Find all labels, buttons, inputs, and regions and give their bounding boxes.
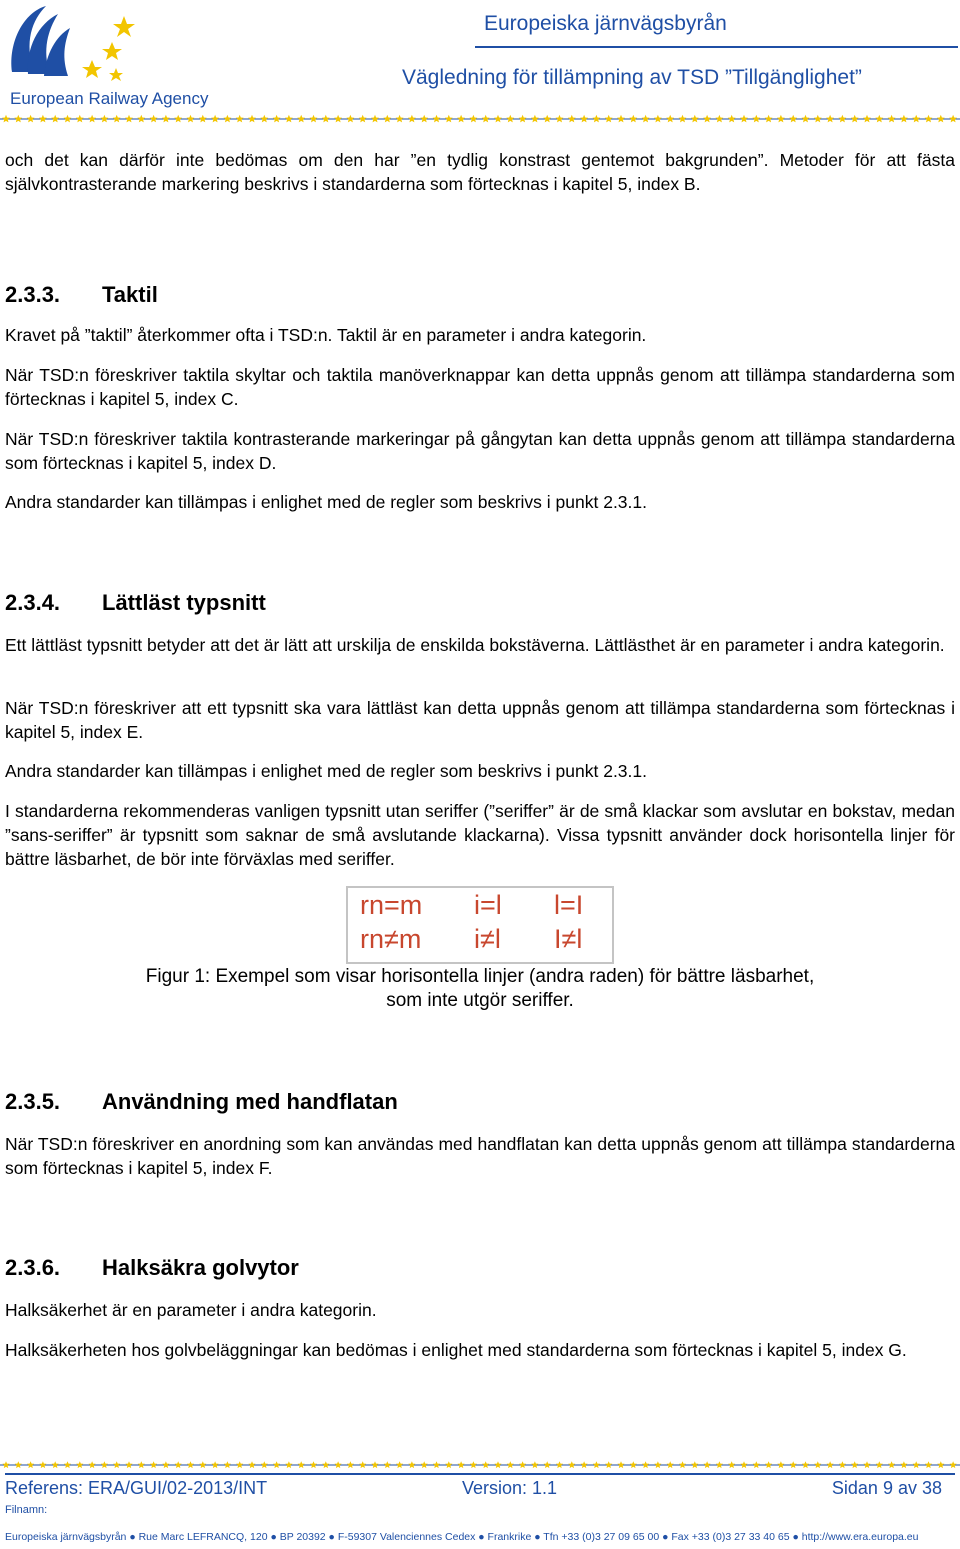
- paragraph: Andra standarder kan tillämpas i enlighet med de regler som beskrivs i punkt 2.3.1.: [5, 492, 647, 512]
- header-agency-name: Europeiska järnvägsbyrån: [484, 12, 727, 35]
- band-star: [396, 1461, 403, 1468]
- section-number: 2.3.5.: [5, 1089, 61, 1114]
- band-star: [187, 1461, 194, 1468]
- band-star: [39, 115, 47, 123]
- band-star: [273, 115, 281, 123]
- band-star: [581, 1461, 588, 1468]
- paragraph: Halksäkerhet är en parameter i andra kategorin.: [5, 1300, 377, 1320]
- band-star: [420, 115, 428, 123]
- section-title: Halksäkra golvytor: [102, 1255, 299, 1280]
- band-star: [27, 115, 35, 123]
- band-star: [260, 115, 268, 123]
- era-logo: [4, 2, 244, 110]
- band-star: [752, 115, 760, 123]
- band-star: [568, 1461, 575, 1468]
- figure-caption-line: som inte utgör seriffer.: [386, 990, 574, 1011]
- band-star: [531, 1461, 538, 1468]
- band-star: [802, 1461, 809, 1468]
- band-star: [704, 1461, 711, 1468]
- band-star: [113, 115, 121, 123]
- band-star: [76, 1461, 83, 1468]
- band-star: [913, 1461, 920, 1468]
- band-star: [728, 1461, 735, 1468]
- band-star: [457, 115, 465, 123]
- band-star: [39, 1461, 46, 1468]
- band-star: [285, 1461, 292, 1468]
- band-star: [482, 1461, 489, 1468]
- band-star: [150, 1461, 157, 1468]
- band-star: [322, 115, 330, 123]
- band-star: [592, 115, 600, 123]
- band-star: [949, 115, 957, 123]
- band-star: [630, 1461, 637, 1468]
- section-heading-2-3-6: [5, 1254, 299, 1282]
- band-star: [691, 115, 699, 123]
- band-star: [556, 115, 564, 123]
- band-star: [765, 115, 773, 123]
- section-number: 2.3.4.: [5, 590, 61, 615]
- band-star: [2, 115, 10, 123]
- band-star: [199, 115, 207, 123]
- band-star: [753, 1461, 760, 1468]
- band-star: [544, 1461, 551, 1468]
- band-star: [248, 1461, 255, 1468]
- band-star: [248, 115, 256, 123]
- band-star: [900, 115, 908, 123]
- band-star: [359, 1461, 366, 1468]
- band-star: [716, 1461, 723, 1468]
- band-star: [790, 1461, 797, 1468]
- band-star: [298, 1461, 305, 1468]
- intro-paragraph: och det kan därför inte bedömas om den har ”en tydlig konstrast gentemot bakgrunden”. Metoder för att fästa självkontrasterande markering beskrivs i standarderna som förtecknas i kapitel 5, index B.: [5, 150, 955, 194]
- footer-version: Version: 1.1: [462, 1478, 558, 1498]
- band-star: [138, 1461, 145, 1468]
- band-star: [519, 115, 527, 123]
- band-star: [347, 1461, 354, 1468]
- band-star: [14, 115, 22, 123]
- band-star: [101, 1461, 108, 1468]
- band-star: [789, 115, 797, 123]
- section-title: Taktil: [102, 282, 158, 307]
- band-star: [261, 1461, 268, 1468]
- band-star: [113, 1461, 120, 1468]
- paragraph: Ett lättläst typsnitt betyder att det är lätt att urskilja de enskilda bokstäverna. Lättlästhet är en parameter i andra kategorin.: [5, 635, 945, 655]
- band-star: [334, 115, 342, 123]
- band-star: [691, 1461, 698, 1468]
- band-star: [421, 1461, 428, 1468]
- band-star: [125, 115, 133, 123]
- header-star-band: [0, 111, 960, 127]
- band-star: [2, 1461, 9, 1468]
- band-star: [150, 115, 158, 123]
- band-star: [838, 115, 846, 123]
- figure-caption-line: Figur 1: Exempel som visar horisontella linjer (andra raden) för bättre läsbarhet,: [145, 966, 815, 987]
- band-star: [100, 115, 108, 123]
- band-star: [236, 1461, 243, 1468]
- band-star: [51, 115, 59, 123]
- band-star: [371, 115, 379, 123]
- footer-reference: Referens: ERA/GUI/02-2013/INT: [5, 1478, 268, 1498]
- paragraph: När TSD:n föreskriver en anordning som kan användas med handflatan kan detta uppnås genom att tillämpa standarderna som förtecknas i kapitel 5, index F.: [5, 1134, 955, 1178]
- band-star: [297, 115, 305, 123]
- band-star: [740, 115, 748, 123]
- footer-address: Europeiska järnvägsbyrån ● Rue Marc LEFRANCQ, 120 ● BP 20392 ● F-59307 Valenciennes Cedex ● Frankrike ● Tfn +33 (0)3 27 09 65 00 ● Fax +33 (0)3 27 33 40 65 ● http://www.era.europa.eu: [5, 1531, 919, 1543]
- band-star: [642, 1461, 649, 1468]
- band-star: [568, 115, 576, 123]
- section-number: 2.3.6.: [5, 1255, 61, 1280]
- band-star: [212, 1461, 219, 1468]
- band-star: [605, 1461, 612, 1468]
- band-star: [543, 115, 551, 123]
- band-star: [728, 115, 736, 123]
- band-star: [777, 115, 785, 123]
- figure-cell: l=I: [554, 890, 584, 920]
- band-star: [802, 115, 810, 123]
- band-star: [666, 115, 674, 123]
- band-star: [162, 1461, 169, 1468]
- band-star: [27, 1461, 34, 1468]
- section-number: 2.3.3.: [5, 282, 61, 307]
- band-star: [617, 1461, 624, 1468]
- band-star: [950, 1461, 957, 1468]
- band-star: [52, 1461, 59, 1468]
- band-star: [125, 1461, 132, 1468]
- band-star: [827, 1461, 834, 1468]
- band-star: [642, 115, 650, 123]
- band-star: [814, 1461, 821, 1468]
- band-star: [617, 115, 625, 123]
- band-star: [285, 115, 293, 123]
- footer-filename-label: Filnamn:: [5, 1504, 48, 1516]
- band-star: [223, 115, 231, 123]
- paragraph: När TSD:n föreskriver att ett typsnitt ska vara lättläst kan detta uppnås genom att tillämpa standarderna som förtecknas i kapitel 5, index E.: [5, 698, 955, 742]
- band-star: [346, 115, 354, 123]
- band-star: [469, 115, 477, 123]
- band-star: [654, 115, 662, 123]
- band-star: [863, 115, 871, 123]
- band-star: [593, 1461, 600, 1468]
- band-star: [445, 115, 453, 123]
- band-star: [64, 1461, 71, 1468]
- band-star: [888, 115, 896, 123]
- band-star: [826, 115, 834, 123]
- logo-text: European Railway Agency: [10, 89, 209, 108]
- band-star: [629, 115, 637, 123]
- band-star: [506, 115, 514, 123]
- band-star: [433, 1461, 440, 1468]
- band-star: [507, 1461, 514, 1468]
- band-star: [531, 115, 539, 123]
- band-star: [174, 115, 182, 123]
- paragraph: Halksäkerheten hos golvbeläggningar kan bedömas i enlighet med standarderna som förtecknas i kapitel 5, index G.: [5, 1340, 907, 1360]
- section-heading-2-3-3: [5, 281, 158, 309]
- paragraph: I standarderna rekommenderas vanligen typsnitt utan seriffer (”seriffer” är de små klackar som avslutar en bokstav, medan ”sans-seriffer” är typsnitt som saknar de små avslutande klackarna). Vissa typsnitt använder dock horisontella linjer för bättre läsbarhet, de bör inte förväxlas med seriffer.: [5, 801, 955, 869]
- figure-caption: [0, 965, 960, 1013]
- band-star: [359, 115, 367, 123]
- band-star: [211, 115, 219, 123]
- band-star: [273, 1461, 280, 1468]
- band-star: [876, 1461, 883, 1468]
- band-star: [137, 115, 145, 123]
- band-star: [15, 1461, 22, 1468]
- section-title: Lättläst typsnitt: [102, 590, 266, 615]
- band-star: [875, 115, 883, 123]
- paragraph: När TSD:n föreskriver taktila skyltar och taktila manöverknappar kan detta uppnås genom att tillämpa standarderna som förtecknas i kapitel 5, index C.: [5, 365, 955, 409]
- figure-cell: rn≠m: [360, 924, 422, 954]
- band-star: [310, 1461, 317, 1468]
- band-star: [383, 115, 391, 123]
- band-star: [765, 1461, 772, 1468]
- band-star: [715, 115, 723, 123]
- band-star: [310, 115, 318, 123]
- band-star: [679, 115, 687, 123]
- band-star: [925, 115, 933, 123]
- band-star: [494, 115, 502, 123]
- footer-star-band: [0, 1458, 960, 1472]
- band-star: [912, 115, 920, 123]
- footer-rule: [5, 1473, 955, 1475]
- figure-cell: i≠l: [474, 924, 501, 954]
- section-heading-2-3-5: [5, 1088, 398, 1116]
- band-star: [335, 1461, 342, 1468]
- band-star: [900, 1461, 907, 1468]
- footer-page-number: Sidan 9 av 38: [831, 1478, 942, 1498]
- band-star: [580, 115, 588, 123]
- band-star: [482, 115, 490, 123]
- band-star: [839, 1461, 846, 1468]
- band-star: [470, 1461, 477, 1468]
- band-star: [925, 1461, 932, 1468]
- band-star: [89, 1461, 96, 1468]
- section-title: Användning med handflatan: [102, 1089, 398, 1114]
- band-star: [396, 115, 404, 123]
- band-star: [371, 1461, 378, 1468]
- band-star: [322, 1461, 329, 1468]
- band-star: [384, 1461, 391, 1468]
- band-star: [654, 1461, 661, 1468]
- band-star: [408, 1461, 415, 1468]
- band-star: [224, 1461, 231, 1468]
- band-star: [667, 1461, 674, 1468]
- band-star: [679, 1461, 686, 1468]
- band-star: [740, 1461, 747, 1468]
- band-star: [863, 1461, 870, 1468]
- header-guide-title: Vägledning för tillämpning av TSD ”Tillgänglighet”: [402, 66, 862, 89]
- logo-stars: [82, 16, 135, 81]
- header-rule: [475, 46, 958, 48]
- band-star: [187, 115, 195, 123]
- band-star: [814, 115, 822, 123]
- band-star: [777, 1461, 784, 1468]
- band-star: [236, 115, 244, 123]
- band-star: [519, 1461, 526, 1468]
- band-star: [445, 1461, 452, 1468]
- figure-cell: i=l: [474, 890, 502, 920]
- band-star: [433, 115, 441, 123]
- band-star: [703, 115, 711, 123]
- band-star: [851, 115, 859, 123]
- band-star: [88, 115, 96, 123]
- section-heading-2-3-4: [5, 589, 266, 617]
- band-star: [556, 1461, 563, 1468]
- band-star: [76, 115, 84, 123]
- band-star: [162, 115, 170, 123]
- band-star: [64, 115, 72, 123]
- paragraph: När TSD:n föreskriver taktila kontrasterande markeringar på gångytan kan detta uppnås genom att tillämpa standarderna som förtecknas i kapitel 5, index D.: [5, 429, 955, 473]
- band-star: [458, 1461, 465, 1468]
- font-example-figure: [348, 888, 612, 962]
- paragraph: Andra standarder kan tillämpas i enlighet med de regler som beskrivs i punkt 2.3.1.: [5, 761, 647, 781]
- band-star: [199, 1461, 206, 1468]
- paragraph: Kravet på ”taktil” återkommer ofta i TSD:n. Taktil är en parameter i andra kategorin.: [5, 325, 647, 345]
- band-star: [937, 1461, 944, 1468]
- figure-cell: I≠l: [554, 924, 583, 954]
- band-star: [937, 115, 945, 123]
- band-star: [494, 1461, 501, 1468]
- band-star: [175, 1461, 182, 1468]
- band-star: [851, 1461, 858, 1468]
- band-star: [888, 1461, 895, 1468]
- band-star: [605, 115, 613, 123]
- figure-cell: rn=m: [360, 890, 423, 920]
- band-star: [408, 115, 416, 123]
